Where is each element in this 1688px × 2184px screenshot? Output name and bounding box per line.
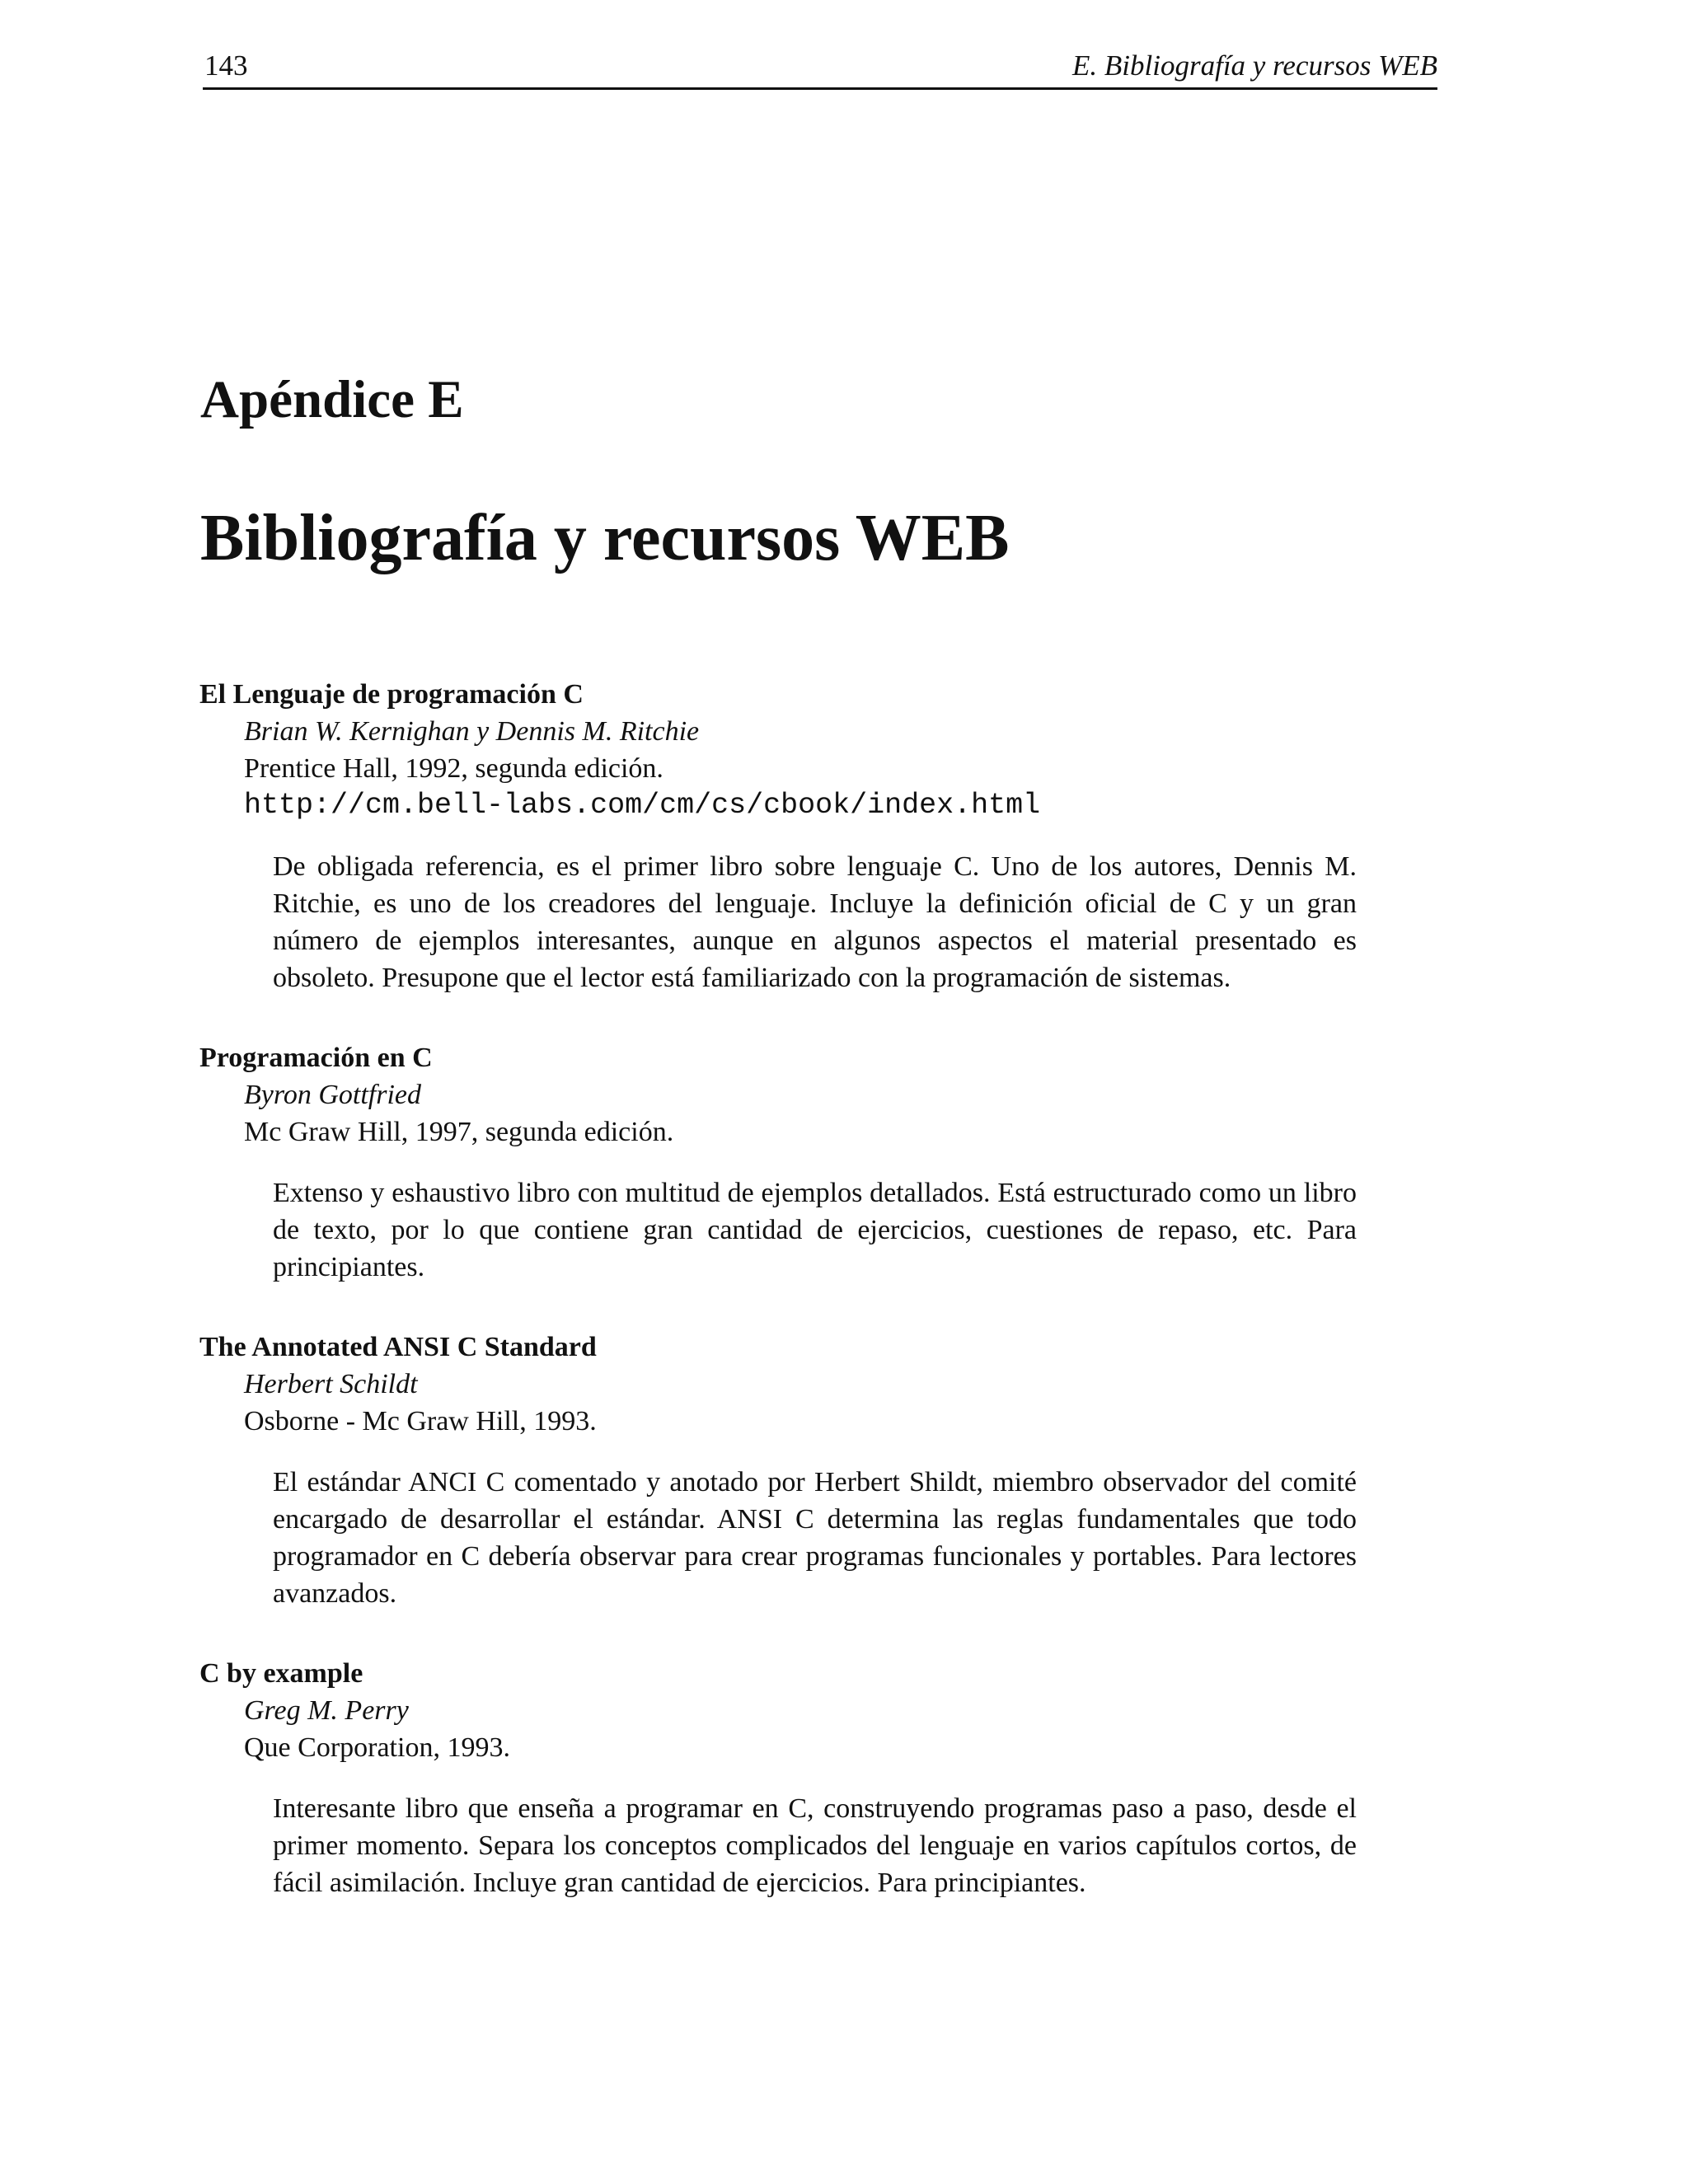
- entry-description: De obligada referencia, es el primer libro sobre lenguaje C. Uno de los autores, Dennis M. Ritchie, es uno de los creadores del lenguaje. Incluye la definición oficial de C y un gran número de ejemplos interesantes, aunque en algunos aspectos el material presentado es obsoleto. Presupone que el lector está familiarizado con la programación de sistemas.: [273, 851, 1357, 993]
- bibliography-entry-perry: [199, 1655, 1370, 1901]
- running-title: E. Bibliografía y recursos WEB: [1072, 49, 1437, 82]
- entry-title: Programación en C: [199, 1043, 433, 1073]
- entry-authors: Brian W. Kernighan y Dennis M. Ritchie: [244, 716, 700, 747]
- page-number: 143: [204, 49, 248, 82]
- entry-description: Interesante libro que enseña a programar en C, construyendo programas paso a paso, desde el primer momento. Separa los conceptos complicados del lenguaje en varios capítulos cortos, de fácil asimilación. Incluye gran cantidad de ejercicios. Para principiantes.: [273, 1793, 1357, 1898]
- entry-authors: Greg M. Perry: [244, 1695, 409, 1726]
- entry-description: Extenso y eshaustivo libro con multitud de ejemplos detallados. Está estructurado como un libro de texto, por lo que contiene gran cantidad de ejercicios, cuestiones de repaso, etc. Para principiantes.: [273, 1178, 1357, 1282]
- entry-publisher: Osborne - Mc Graw Hill, 1993.: [244, 1406, 597, 1436]
- entry-authors: Byron Gottfried: [244, 1080, 421, 1110]
- entry-publisher: Prentice Hall, 1992, segunda edición.: [244, 753, 663, 784]
- entry-title: C by example: [199, 1658, 363, 1689]
- bibliography-entry-gottfried: [199, 1039, 1370, 1286]
- running-header: [203, 43, 1437, 90]
- entry-description: El estándar ANCI C comentado y anotado por Herbert Shildt, miembro observador del comité encargado de desarrollar el estándar. ANSI C determina las reglas fundamentales que todo programador en C debería observar para crear programas funcionales y portables. Para lectores avanzados.: [273, 1467, 1357, 1609]
- chapter-title: Bibliografía y recursos WEB: [200, 502, 1010, 574]
- entry-publisher: Que Corporation, 1993.: [244, 1732, 510, 1763]
- entry-authors: Herbert Schildt: [244, 1369, 418, 1399]
- entry-publisher: Mc Graw Hill, 1997, segunda edición.: [244, 1117, 674, 1147]
- bibliography-entry-schildt: [199, 1329, 1370, 1612]
- entry-url: http://cm.bell-labs.com/cm/cs/cbook/index.html: [244, 789, 1041, 822]
- entry-title: El Lenguaje de programación C: [199, 679, 584, 710]
- entry-title: The Annotated ANSI C Standard: [199, 1332, 597, 1362]
- bibliography-entry-kernighan-ritchie: [199, 676, 1370, 996]
- appendix-label: Apéndice E: [200, 370, 464, 429]
